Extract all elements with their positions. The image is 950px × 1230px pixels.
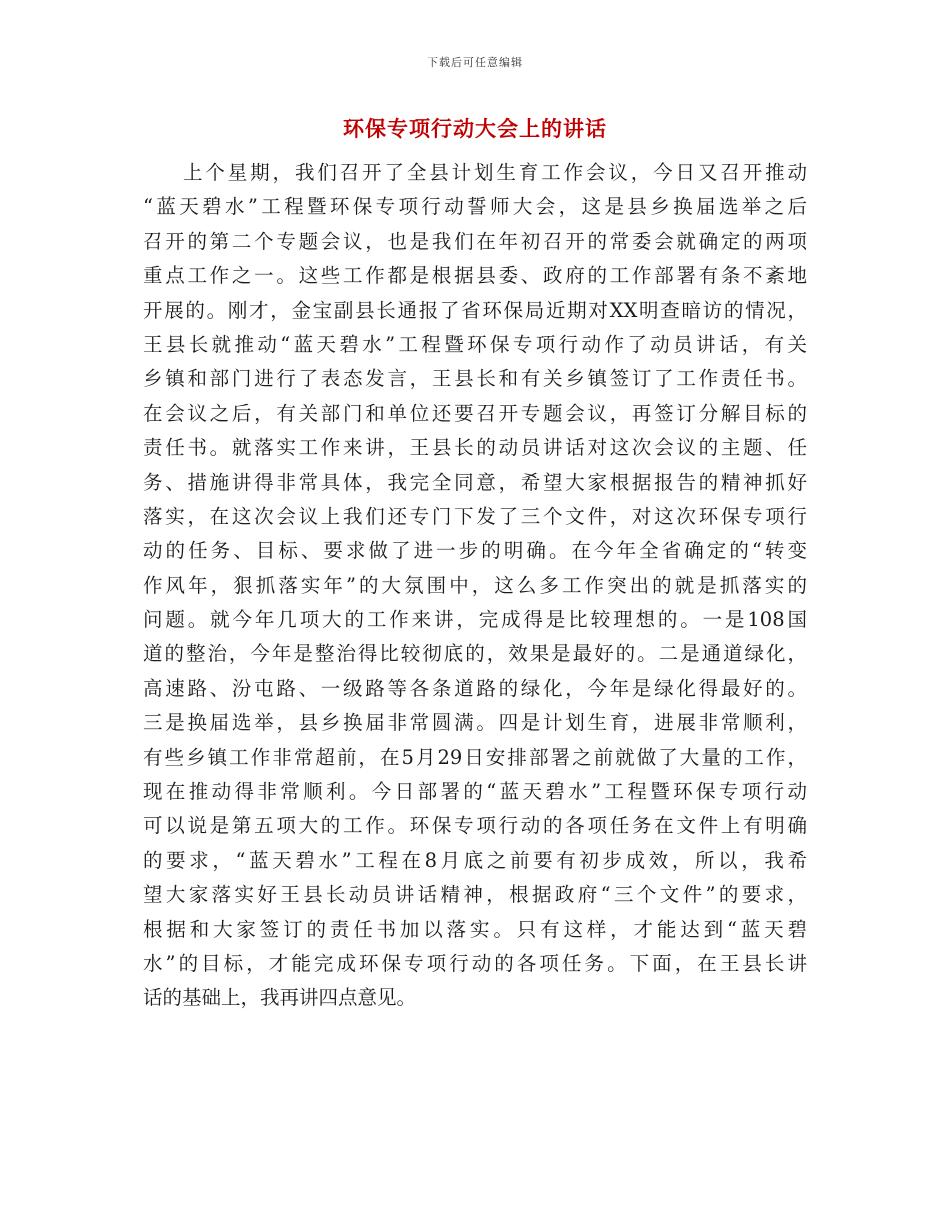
paragraph-line: “蓝天碧水”工程暨环保专项行动誓师大会，这是县乡换届选举之后 xyxy=(143,195,807,219)
paragraph-line: 务、措施讲得非常具体，我完全同意，希望大家根据报告的精神抓好 xyxy=(143,470,807,494)
paragraph-line: 动的任务、目标、要求做了进一步的明确。在今年全省确定的“转变 xyxy=(143,539,807,563)
paragraph-line: 三是换届选举，县乡换届非常圆满。四是计划生育，进展非常顺利， xyxy=(143,711,807,735)
paragraph-line: 水”的目标，才能完成环保专项行动的各项任务。下面，在王县长讲 xyxy=(143,951,807,975)
paragraph-line: 召开的第二个专题会议，也是我们在年初召开的常委会就确定的两项 xyxy=(143,229,807,253)
paragraph-line: 可以说是第五项大的工作。环保专项行动的各项任务在文件上有明确 xyxy=(143,814,807,838)
paragraph-line: 在会议之后，有关部门和单位还要召开专题会议，再签订分解目标的 xyxy=(143,401,807,425)
paragraph-line: 开展的。刚才，金宝副县长通报了省环保局近期对XX明查暗访的情况， xyxy=(143,298,807,322)
paragraph-line: 有些乡镇工作非常超前，在5月29日安排部署之前就做了大量的工作， xyxy=(143,745,807,769)
paragraph-line: 望大家落实好王县长动员讲话精神，根据政府“三个文件”的要求， xyxy=(143,883,807,907)
document-body xyxy=(143,156,807,1016)
paragraph-line: 乡镇和部门进行了表态发言，王县长和有关乡镇签订了工作责任书。 xyxy=(143,367,807,391)
header-note: 下载后可任意编辑 xyxy=(427,56,523,69)
paragraph-line: 上个星期，我们召开了全县计划生育工作会议，今日又召开推动 xyxy=(183,161,807,184)
paragraph-line: 落实，在这次会议上我们还专门下发了三个文件，对这次环保专项行 xyxy=(143,504,807,528)
paragraph-line: 道的整治，今年是整治得比较彻底的，效果是最好的。二是通道绿化， xyxy=(143,642,807,666)
paragraph-line: 责任书。就落实工作来讲，王县长的动员讲话对这次会议的主题、任 xyxy=(143,436,807,460)
document-title: 环保专项行动大会上的讲话 xyxy=(343,116,607,141)
paragraph-line: 现在推动得非常顺利。今日部署的“蓝天碧水”工程暨环保专项行动 xyxy=(143,780,807,804)
paragraph-line: 作风年，狠抓落实年”的大氛围中，这么多工作突出的就是抓落实的 xyxy=(143,573,807,597)
paragraph-line: 的要求，“蓝天碧水”工程在8月底之前要有初步成效，所以，我希 xyxy=(143,848,807,872)
paragraph-line: 王县长就推动“蓝天碧水”工程暨环保专项行动作了动员讲话，有关 xyxy=(143,332,807,356)
paragraph-line: 根据和大家签订的责任书加以落实。只有这样，才能达到“蓝天碧 xyxy=(143,917,807,941)
paragraph-line: 高速路、汾屯路、一级路等各条道路的绿化，今年是绿化得最好的。 xyxy=(143,676,807,700)
paragraph-line: 话的基础上，我再讲四点意见。 xyxy=(143,986,417,1010)
paragraph-line: 问题。就今年几项大的工作来讲，完成得是比较理想的。一是108国 xyxy=(143,608,807,632)
paragraph-line: 重点工作之一。这些工作都是根据县委、政府的工作部署有条不紊地 xyxy=(143,264,807,288)
